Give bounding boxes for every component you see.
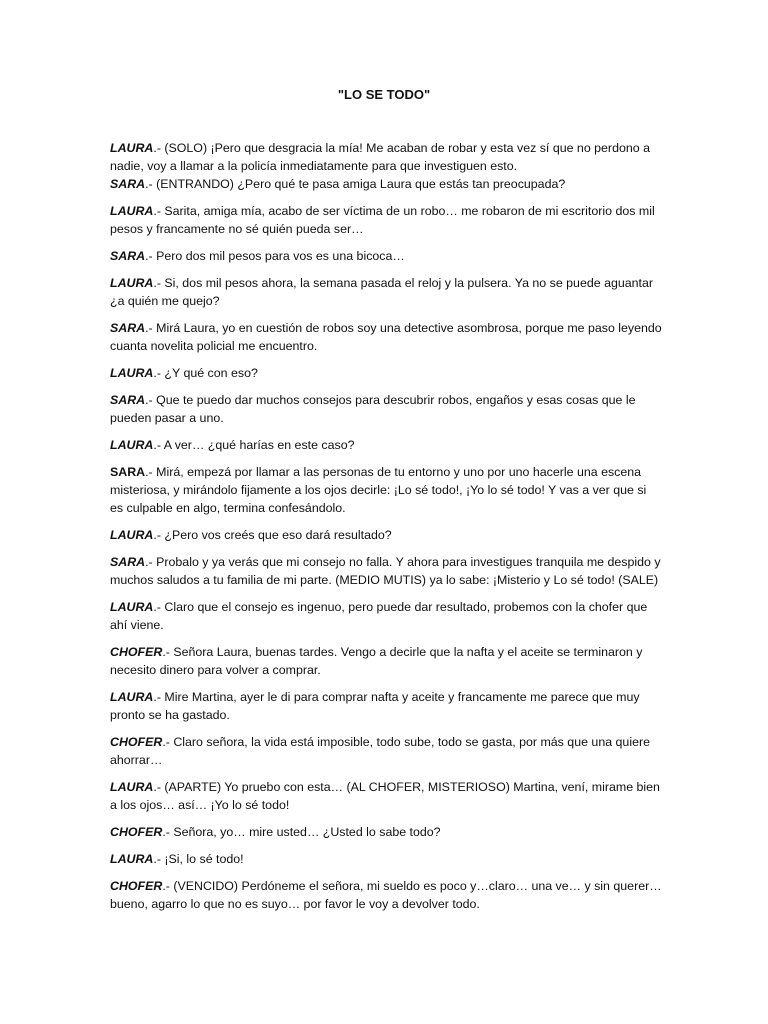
dialogue-text: Mire Martina, ayer le di para comprar nafta y aceite y francamente me parece que muy pronto se ha gastado. [110,690,640,722]
script-body [110,139,662,922]
speaker-separator: .- [153,438,164,452]
dialogue-line [110,526,662,544]
speaker-separator: .- [162,735,174,749]
dialogue-text: ¿Pero vos creés que eso dará resultado? [164,528,392,542]
dialogue-line [110,319,662,355]
speaker-separator: .- [153,852,165,866]
dialogue-text: Claro que el consejo es ingenuo, pero puede dar resultado, probemos con la chofer que ahí viene. [110,600,648,632]
dialogue-text: A ver… ¿qué harías en este caso? [163,438,355,452]
document-title: "LO SE TODO" [337,87,431,102]
dialogue-text: (ENTRANDO) ¿Pero qué te pasa amiga Laura que estás tan preocupada? [156,177,566,191]
dialogue-text: Pero dos mil pesos para vos es una bicoca… [156,249,405,263]
speaker-name: CHOFER [110,879,163,893]
dialogue-line [110,175,662,193]
speaker-separator: .- [153,600,165,614]
dialogue-line [110,643,662,679]
speaker-separator: .- [145,393,157,407]
dialogue-text: Mirá Laura, yo en cuestión de robos soy una detective asombrosa, porque me paso leyendo cuanta novelita policial me encuentro. [110,321,662,353]
dialogue-text: Si, dos mil pesos ahora, la semana pasada el reloj y la pulsera. Ya no se puede aguantar ¿a quién me quejo? [110,276,653,308]
dialogue-line [110,598,662,634]
speaker-name: LAURA [110,528,154,542]
speaker-name: SARA [110,321,146,335]
dialogue-text: Sarita, amiga mía, acabo de ser víctima de un robo… me robaron de mi escritorio dos mil pesos y francamente no sé quién pueda ser… [110,204,655,236]
speaker-name: LAURA [110,600,154,614]
dialogue-text: (APARTE) Yo pruebo con esta… (AL CHOFER, MISTERIOSO) Martina, vení, mirame bien a los ojos… así… ¡Yo lo sé todo! [110,780,660,812]
speaker-separator: .- [153,141,165,155]
dialogue-text: ¡Si, lo sé todo! [164,852,244,866]
speaker-name: SARA [110,555,146,569]
speaker-separator: .- [145,555,157,569]
speaker-name: LAURA [110,366,154,380]
speaker-separator: .- [153,528,165,542]
dialogue-line [110,850,662,868]
speaker-name: LAURA [110,852,154,866]
speaker-separator: .- [153,780,165,794]
speaker-name: CHOFER [110,735,163,749]
dialogue-line [110,247,662,265]
dialogue-line [110,139,662,175]
speaker-name: SARA [110,249,146,263]
dialogue-line [110,823,662,841]
speaker-name: SARA [110,177,146,191]
speaker-separator: .- [153,204,165,218]
speaker-name: CHOFER [110,645,163,659]
speaker-separator: .- [145,249,157,263]
speaker-separator: .- [145,465,157,479]
dialogue-line [110,688,662,724]
dialogue-line [110,364,662,382]
dialogue-line [110,877,662,913]
dialogue-line [110,463,662,517]
dialogue-text: Mirá, empezá por llamar a las personas de tu entorno y uno por uno hacerle una escena misteriosa, y mirándolo fijamente a los ojos decirle: ¡Lo sé todo!, ¡Yo lo sé todo! Y vas a ver que si es culpable en algo, termina confesándolo. [110,465,647,515]
speaker-name: LAURA [110,276,154,290]
speaker-separator: .- [162,825,174,839]
dialogue-text: Señora, yo… mire usted… ¿Usted lo sabe todo? [173,825,441,839]
dialogue-line [110,391,662,427]
dialogue-text: Que te puedo dar muchos consejos para descubrir robos, engaños y esas cosas que le pueden pasar a uno. [110,393,636,425]
dialogue-line [110,553,662,589]
dialogue-line [110,778,662,814]
speaker-separator: .- [153,690,165,704]
dialogue-line [110,733,662,769]
dialogue-text: (VENCIDO) Perdóneme el señora, mi sueldo es poco y…claro… una ve… y sin querer… bueno, agarro lo que no es suyo… por favor le voy a devolver todo. [110,879,662,911]
speaker-separator: .- [153,276,165,290]
dialogue-line [110,274,662,310]
speaker-name: LAURA [110,780,154,794]
dialogue-text: Claro señora, la vida está imposible, todo sube, todo se gasta, por más que una quiere ahorrar… [110,735,650,767]
speaker-name: SARA [110,465,146,479]
speaker-name: SARA [110,393,146,407]
dialogue-text: (SOLO) ¡Pero que desgracia la mía! Me acaban de robar y esta vez sí que no perdono a nadie, voy a llamar a la policía inmediatamente para que investiguen esto. [110,141,650,173]
dialogue-line [110,436,662,454]
speaker-name: LAURA [110,204,154,218]
speaker-separator: .- [145,321,157,335]
speaker-name: LAURA [110,690,154,704]
speaker-name: LAURA [110,438,154,452]
dialogue-text: ¿Y qué con eso? [164,366,258,380]
speaker-name: LAURA [110,141,154,155]
speaker-separator: .- [145,177,157,191]
speaker-separator: .- [153,366,165,380]
dialogue-text: Probalo y ya verás que mi consejo no falla. Y ahora para investigues tranquila me despido y muchos saludos a tu familia de mi parte. (MEDIO MUTIS) ya lo sabe: ¡Misterio y Lo sé todo! (SALE) [110,555,661,587]
dialogue-line [110,202,662,238]
speaker-separator: .- [162,645,174,659]
speaker-separator: .- [162,879,174,893]
dialogue-text: Señora Laura, buenas tardes. Vengo a decirle que la nafta y el aceite se terminaron y necesito dinero para volver a comprar. [110,645,643,677]
speaker-name: CHOFER [110,825,163,839]
